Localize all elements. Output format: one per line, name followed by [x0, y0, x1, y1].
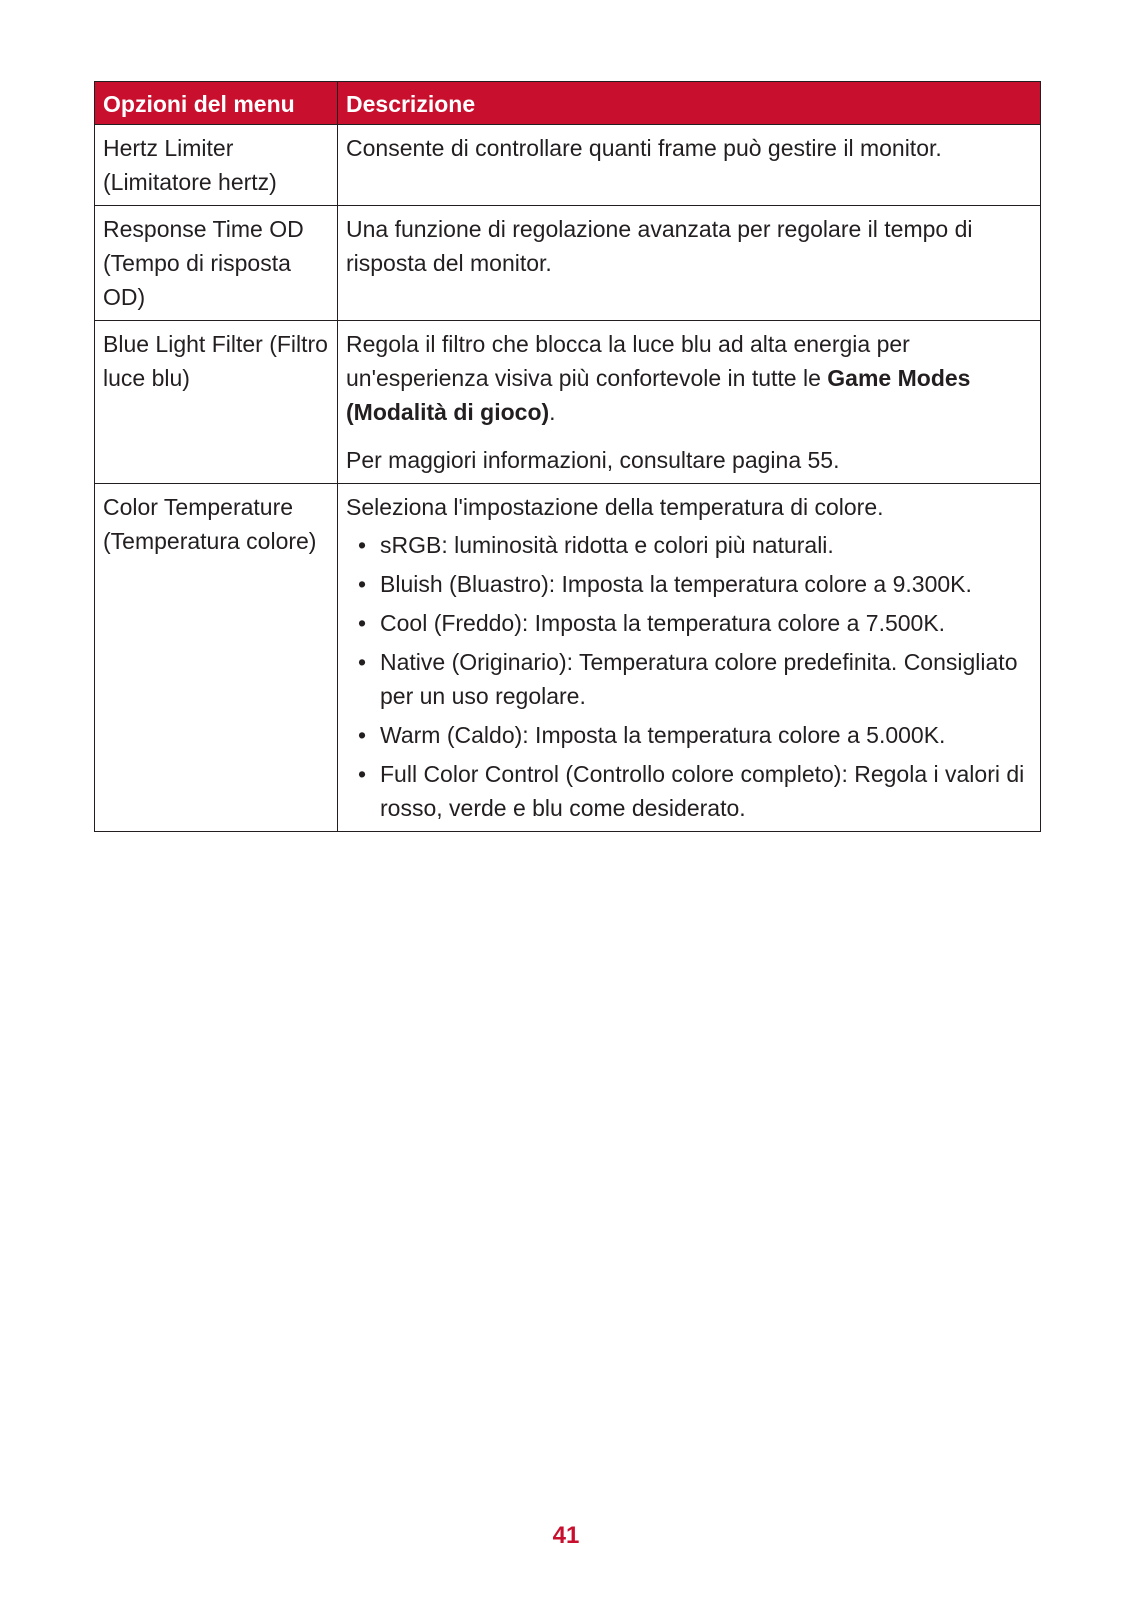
color-temperature-list	[346, 528, 1032, 825]
table-row	[95, 484, 1041, 832]
description-cell	[338, 484, 1041, 832]
bullet-icon: •	[358, 649, 367, 675]
bullet-icon: •	[358, 722, 367, 748]
description-cell	[338, 321, 1041, 484]
option-cell: Response Time OD (Tempo di risposta OD)	[95, 206, 338, 321]
column-header-options: Opzioni del menu	[95, 82, 338, 125]
list-item	[346, 567, 1032, 601]
bullet-icon: •	[358, 761, 367, 787]
description-cell: Una funzione di regolazione avanzata per regolare il tempo di risposta del monitor.	[338, 206, 1041, 321]
list-item	[346, 757, 1032, 825]
option-cell: Blue Light Filter (Filtro luce blu)	[95, 321, 338, 484]
menu-options-table	[94, 81, 1041, 832]
table-row	[95, 321, 1041, 484]
list-item	[346, 528, 1032, 562]
option-cell: Color Temperature (Temperatura colore)	[95, 484, 338, 832]
list-item-text: Full Color Control (Controllo colore completo): Regola i valori di rosso, verde e blu come desiderato.	[380, 761, 1025, 821]
bullet-icon: •	[358, 532, 367, 558]
description-period: .	[549, 399, 556, 425]
list-item-text: Warm (Caldo): Imposta la temperatura colore a 5.000K.	[380, 722, 946, 748]
list-item	[346, 606, 1032, 640]
bullet-icon: •	[358, 571, 367, 597]
page-reference-note: Per maggiori informazioni, consultare pagina 55.	[346, 447, 840, 473]
list-item-text: Bluish (Bluastro): Imposta la temperatura colore a 9.300K.	[380, 571, 972, 597]
list-item-text: Cool (Freddo): Imposta la temperatura colore a 7.500K.	[380, 610, 946, 636]
column-header-description: Descrizione	[338, 82, 1041, 125]
table-row	[95, 125, 1041, 206]
table-row	[95, 206, 1041, 321]
table-header-row	[95, 82, 1041, 125]
description-paragraph	[346, 327, 1032, 429]
bullet-icon: •	[358, 610, 367, 636]
description-text: Regola il filtro che blocca la luce blu ad alta energia per un'esperienza visiva più confortevole in tutte le	[346, 331, 910, 391]
list-item	[346, 718, 1032, 752]
description-cell: Consente di controllare quanti frame può gestire il monitor.	[338, 125, 1041, 206]
list-item	[346, 645, 1032, 713]
list-item-text: sRGB: luminosità ridotta e colori più naturali.	[380, 532, 834, 558]
page-number: 41	[552, 1522, 580, 1549]
list-item-text: Native (Originario): Temperatura colore predefinita. Consigliato per un uso regolare.	[380, 649, 1018, 709]
option-cell: Hertz Limiter (Limitatore hertz)	[95, 125, 338, 206]
game-modes-reference: Game Modes (Modalità di gioco)	[346, 365, 971, 425]
description-paragraph: Seleziona l'impostazione della temperatura di colore.	[346, 494, 884, 520]
